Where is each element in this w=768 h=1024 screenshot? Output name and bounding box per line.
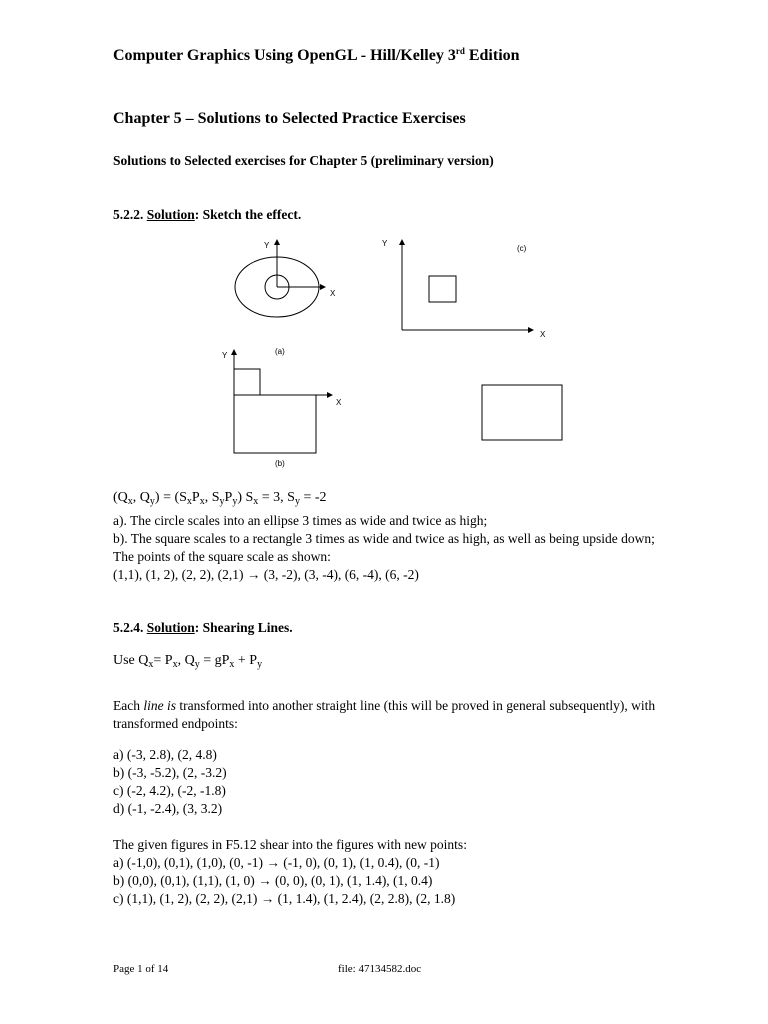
ellipse-x-label: X [330,289,336,298]
figure-c-y-label: Y [382,239,388,248]
figure-rectangle [482,385,562,440]
chapter-heading: Chapter 5 – Solutions to Selected Practice Exercises [113,110,466,127]
figure-a-y-label: Y [222,351,228,360]
page-number: Page 1 of 14 [113,963,169,975]
document-title: Computer Graphics Using OpenGL - Hill/Kelley 3rd Edition [113,46,520,64]
given-figures-text: The given figures in F5.12 shear into the figures with new points: [113,837,467,852]
answer-b-text: b). The square scales to a rectangle 3 times as wide and twice as high, as well as being upside down; The points of the square scale as shown: [113,531,655,564]
shear-equation: Use $Q_x= P_x$, $Q_y = gP_x + P_y$ [113,653,263,670]
section-subheading: Solutions to Selected exercises for Chapter 5 (preliminary version) [113,153,494,168]
endpoint-item: d) (-1, -2.4), (3, 3.2) [113,801,223,816]
exercise-524-heading: 5.2.4. Solution: Shearing Lines. [113,620,293,635]
ellipse-y-label: Y [264,241,270,250]
scaling-equation: ($Q_x$, $Q_y) = (S_xP_x$, $S_yP_y$) $S_x = 3$, $S_y = -2$ [113,490,327,507]
square-points-text: (1,1), (1, 2), (2, 2), (2,1) → (3, -2), (3, -4), (6, -4), (6, -2) [113,567,419,582]
figure-c-caption: (c) [517,244,527,253]
shear-point-item: b) (0,0), (0,1), (1,1), (1, 0) → (0, 0), (0, 1), (1, 1.4), (1, 0.4) [113,873,433,888]
exercise-522-heading: 5.2.2. Solution: Sketch the effect. [113,207,302,222]
figure-c-x-label: X [540,330,546,339]
shear-point-item: c) (1,1), (1, 2), (2, 2), (2,1) → (1, 1.4), (1, 2.4), (2, 2.8), (2, 1.8) [113,891,456,906]
figure-c [402,240,533,330]
endpoint-item: a) (-3, 2.8), (2, 4.8) [113,747,217,762]
figure-a-caption: (a) [275,347,285,356]
answer-a-text: a). The circle scales into an ellipse 3 times as wide and twice as high; [113,513,488,528]
figure-a-b [234,350,332,453]
each-line-paragraph: Each line is transformed into another straight line (this will be proved in general subsequently), with transformed endpoints: [113,698,656,731]
figure-a-x-label: X [336,398,342,407]
figure-b-caption: (b) [275,459,285,468]
ellipse-figure [235,240,325,317]
file-name: file: 47134582.doc [338,963,422,975]
shear-point-item: a) (-1,0), (0,1), (1,0), (0, -1) → (-1, 0), (0, 1), (1, 0.4), (0, -1) [113,855,440,870]
endpoint-item: c) (-2, 4.2), (-2, -1.8) [113,783,226,798]
endpoint-item: b) (-3, -5.2), (2, -3.2) [113,765,227,780]
